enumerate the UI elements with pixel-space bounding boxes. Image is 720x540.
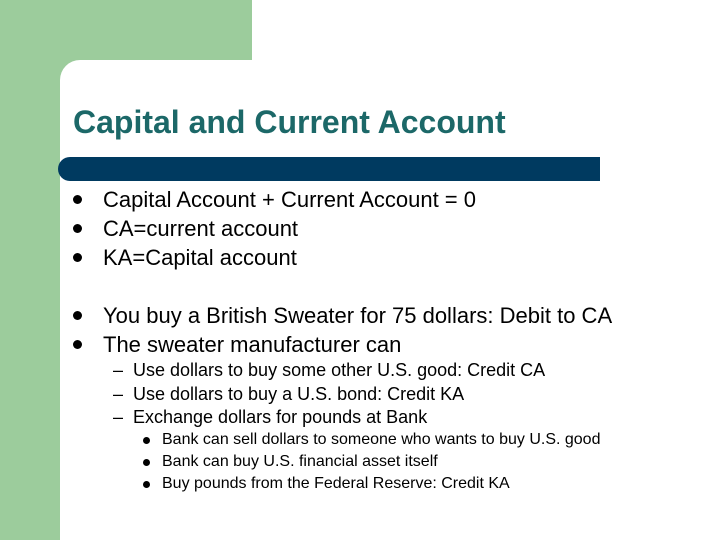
sub-bullet-text: Use dollars to buy a U.S. bond: Credit KA	[133, 384, 465, 404]
bullet-icon	[73, 195, 82, 204]
bullet-text: The sweater manufacturer can	[103, 332, 402, 357]
bullet-text: CA=current account	[103, 216, 299, 241]
sub-sub-bullet-text: Buy pounds from the Federal Reserve: Credit KA	[162, 475, 510, 492]
title-underline-bar	[58, 157, 600, 181]
bullet-icon	[143, 459, 150, 466]
sub-bullet-text: Exchange dollars for pounds at Bank	[133, 407, 428, 427]
slide-title: Capital and Current Account	[73, 104, 506, 140]
bullet-text: Capital Account + Current Account = 0	[103, 187, 477, 212]
bullet-icon	[143, 437, 150, 444]
bullet-text: You buy a British Sweater for 75 dollars: Debit to CA	[103, 303, 613, 328]
bullet-text: KA=Capital account	[103, 245, 297, 270]
bullet-icon	[73, 311, 82, 320]
bullet-icon	[73, 253, 82, 262]
dash-icon: –	[113, 384, 124, 404]
sub-bullet-text: Use dollars to buy some other U.S. good: Credit CA	[133, 360, 546, 380]
bullet-icon	[73, 340, 82, 349]
bullet-icon	[73, 224, 82, 233]
dash-icon: –	[113, 360, 124, 380]
sub-sub-bullet-text: Bank can sell dollars to someone who wants to buy U.S. good	[162, 431, 601, 448]
sub-sub-bullet-text: Bank can buy U.S. financial asset itself	[162, 453, 438, 470]
bullet-icon	[143, 481, 150, 488]
dash-icon: –	[113, 407, 124, 427]
